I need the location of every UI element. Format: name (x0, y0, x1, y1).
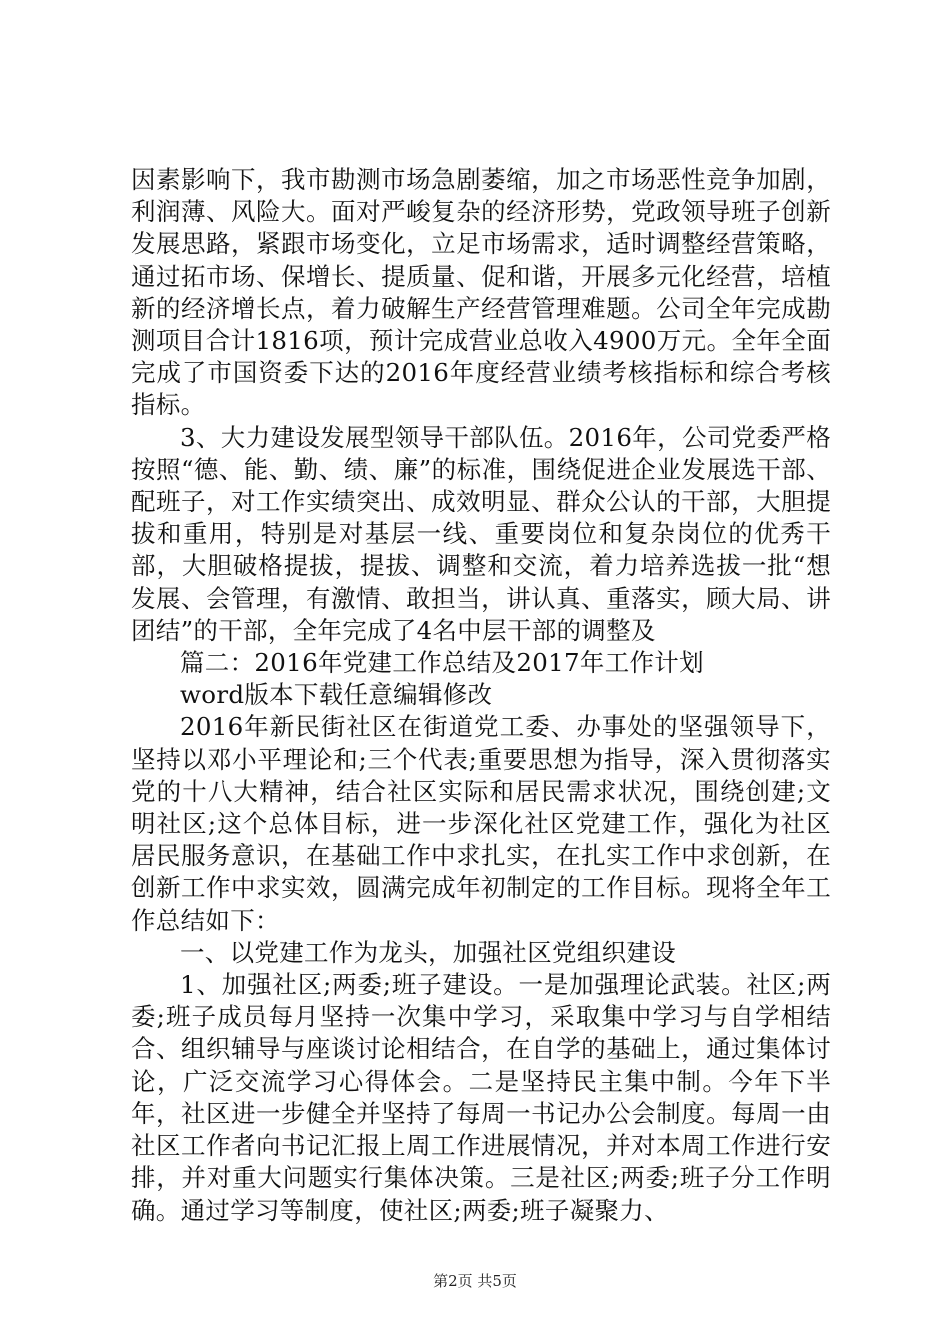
section-heading-part-two: 篇二：2016年党建工作总结及2017年工作计划 (180, 648, 704, 678)
paragraph-revenue-summary: 因素影响下，我市勘测市场急剧萎缩，加之市场恶性竞争加剧，利润薄、风险大。面对严峻复杂的经济形势，党政领导班子创新发展思路，紧跟市场变化，立足市场需求，适时调整经营策略，通过拓市场、保增长、提质量、促和谐，开展多元化经营，培植新的经济增长点，着力破解生产经营管理难题。公司全年完成勘测项目合计1816项，预计完成营业总收入4900万元。全年全面完成了市国资委下达的2016年度经营业绩考核指标和综合考核指标。 (131, 165, 831, 420)
paragraph-two-committees: 1、加强社区;两委;班子建设。一是加强理论武装。社区;两委;班子成员每月坚持一次集中学习，采取集中学习与自学相结合、组织辅导与座谈讨论相结合，在自学的基础上，通过集体讨论，广泛交流学习心得体会。二是坚持民主集中制。今年下半年，社区进一步健全并坚持了每周一书记办公会制度。每周一由社区工作者向书记汇报上周工作进展情况，并对本周工作进行安排，并对重大问题实行集体决策。三是社区;两委;班子分工作明确。通过学习等制度，使社区;两委;班子凝聚力、 (131, 970, 831, 1225)
paragraph-community-intro: 2016年新民街社区在街道党工委、办事处的坚强领导下，坚持以邓小平理论和;三个代表;重要思想为指导，深入贯彻落实党的十八大精神，结合社区实际和居民需求状况，围绕创建;文明社区;这个总体目标，进一步深化社区党建工作，强化为社区居民服务意识，在基础工作中求扎实，在扎实工作中求创新，在创新工作中求实效，圆满完成年初制定的工作目标。现将全年工作总结如下： (131, 712, 831, 935)
paragraph-cadre-team: 3、大力建设发展型领导干部队伍。2016年，公司党委严格按照“德、能、勤、绩、廉”的标准，围绕促进企业发展选干部、配班子，对工作实绩突出、成效明显、群众公认的干部，大胆提拔和重用，特别是对基层一线、重要岗位和复杂岗位的优秀干部，大胆破格提拔，提拔、调整和交流，着力培养选拔一批“想发展、会管理，有激情、敢担当，讲认真、重落实，顾大局、讲团结”的干部，全年完成了4名中层干部的调整及 (131, 422, 832, 645)
section-heading-party-building: 一、以党建工作为龙头，加强社区党组织建设 (180, 937, 676, 967)
editable-note: word版本下载任意编辑修改 (180, 680, 493, 710)
page-number-footer: 第2页 共5页 (433, 1272, 517, 1290)
document-body (131, 164, 831, 1227)
